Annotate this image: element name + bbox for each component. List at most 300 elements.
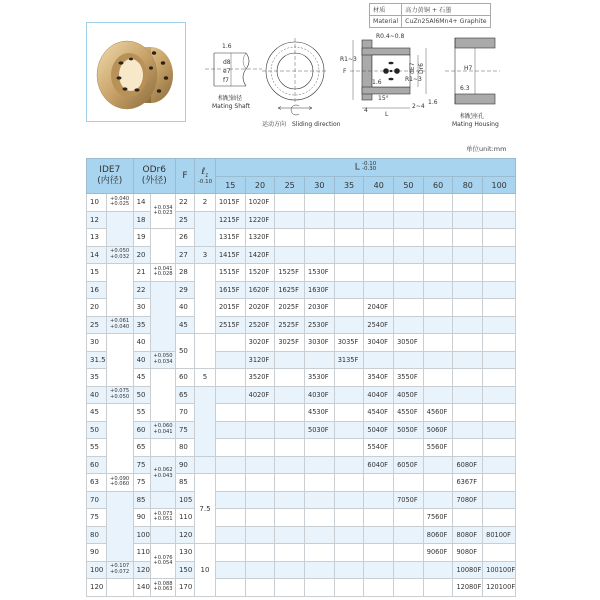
od-tolerance-cell [150, 526, 175, 544]
part-code-cell [334, 474, 364, 492]
sliding-ring-drawing [262, 38, 328, 115]
part-code-cell: 3030F [305, 334, 335, 352]
material-label-cn: 材质 [370, 4, 402, 16]
part-code-cell: 3020F [245, 334, 275, 352]
product-photo [86, 22, 186, 122]
part-code-cell [423, 474, 453, 492]
id-cell: 45 [87, 404, 107, 422]
part-code-cell [423, 351, 453, 369]
shaft-caption-cn: 相配轴径 [218, 95, 243, 102]
part-code-cell [394, 474, 424, 492]
part-code-cell [423, 561, 453, 579]
part-code-cell: 4020F [245, 386, 275, 404]
od-cell: 110 [133, 544, 150, 562]
part-code-cell [334, 509, 364, 527]
part-code-cell [334, 526, 364, 544]
part-code-cell [334, 439, 364, 457]
part-code-cell: 1630F [305, 281, 335, 299]
part-code-cell [364, 351, 394, 369]
od-cell: 20 [133, 246, 150, 264]
f-cell: 29 [175, 281, 194, 299]
id-tolerance-cell [106, 316, 133, 334]
header-l-col: 15 [215, 177, 245, 194]
part-code-cell [364, 544, 394, 562]
id-tolerance-cell [106, 246, 133, 264]
technical-drawing [200, 28, 500, 140]
od-cell: 45 [133, 369, 150, 387]
header-l-tol-low: -0.30 [362, 166, 377, 173]
part-code-cell [275, 386, 305, 404]
material-table [369, 3, 491, 28]
part-code-cell [305, 474, 335, 492]
part-code-cell: 3025F [275, 334, 305, 352]
part-code-cell [275, 246, 305, 264]
part-code-cell: 2015F [215, 299, 245, 317]
part-code-cell: 7050F [394, 491, 424, 509]
part-code-cell [364, 211, 394, 229]
part-code-cell: 1625F [275, 281, 305, 299]
part-code-cell [215, 579, 245, 597]
part-code-cell [305, 491, 335, 509]
f-cell: 70 [175, 404, 194, 422]
part-code-cell [453, 386, 483, 404]
material-row-en [370, 16, 491, 28]
part-code-cell [334, 404, 364, 422]
part-code-cell [394, 194, 424, 212]
f-cell: 50 [175, 334, 194, 369]
od-cell: 65 [133, 439, 150, 457]
part-code-cell: 1320F [245, 229, 275, 247]
material-row-cn [370, 4, 491, 16]
id-tolerance-cell [106, 491, 133, 561]
part-code-cell [334, 491, 364, 509]
l1-cell [194, 456, 215, 474]
part-code-cell: 1020F [245, 194, 275, 212]
header-l-col: 80 [453, 177, 483, 194]
header-l1-tol: -0.10 [197, 178, 213, 185]
id-cell: 63 [87, 474, 107, 492]
part-code-cell [453, 194, 483, 212]
part-code-cell [453, 439, 483, 457]
id-cell: 60 [87, 456, 107, 474]
part-code-cell [305, 229, 335, 247]
part-code-cell [245, 421, 275, 439]
part-code-cell [305, 579, 335, 597]
header-l-col: 25 [275, 177, 305, 194]
od-cell: 55 [133, 404, 150, 422]
part-code-cell [334, 561, 364, 579]
left-radius-label: R1~3 [340, 56, 357, 63]
shaft-fit-f7: f7 [223, 77, 229, 84]
ide7-label: dE7 [409, 62, 416, 74]
id-cell: 10 [87, 194, 107, 212]
id-tolerance-cell [106, 579, 133, 597]
outer-roughness: 1.6 [428, 99, 438, 106]
part-code-cell: 5540F [364, 439, 394, 457]
material-value-cn: 高力黄铜 + 石墨 [402, 4, 490, 16]
id-cell: 30 [87, 334, 107, 352]
part-code-cell: 80100F [483, 526, 516, 544]
header-l-col: 50 [394, 177, 424, 194]
part-code-cell [453, 211, 483, 229]
table-row [87, 439, 516, 457]
mating-housing-drawing [445, 38, 500, 104]
tolerance: +0.040 +0.025 [109, 195, 130, 208]
part-code-cell [394, 439, 424, 457]
part-code-cell: 7560F [423, 509, 453, 527]
id-cell: 16 [87, 281, 107, 299]
dr6-label: Dr6 [418, 63, 425, 74]
table-row [87, 509, 516, 527]
part-code-cell [483, 264, 516, 282]
f-cell: 27 [175, 246, 194, 264]
header-od [133, 159, 175, 194]
part-code-cell [334, 194, 364, 212]
id-tolerance-cell [106, 264, 133, 317]
part-code-cell: 5030F [305, 421, 335, 439]
id-tolerance-cell [106, 211, 133, 246]
part-code-cell [215, 491, 245, 509]
id-tolerance-cell [106, 474, 133, 492]
tolerance: +0.060 +0.041 [153, 423, 173, 435]
part-code-cell [245, 404, 275, 422]
header-l-col: 60 [423, 177, 453, 194]
part-code-cell [334, 246, 364, 264]
inner-roughness: 1.6 [372, 79, 382, 86]
part-code-cell: 2520F [245, 316, 275, 334]
id-cell: 70 [87, 491, 107, 509]
od-cell: 75 [133, 456, 150, 474]
f-cell: 90 [175, 456, 194, 474]
part-code-cell [275, 421, 305, 439]
part-code-cell [275, 526, 305, 544]
id-cell: 31.5 [87, 351, 107, 369]
part-code-cell [453, 281, 483, 299]
f-cell: 60 [175, 369, 194, 387]
od-tolerance-cell [150, 351, 175, 369]
table-row [87, 351, 516, 369]
od-cell: 50 [133, 386, 150, 404]
table-row [87, 264, 516, 282]
sliding-caption-cn: 运动方向 [262, 121, 287, 128]
part-code-cell [275, 404, 305, 422]
part-code-cell: 3530F [305, 369, 335, 387]
od-cell: 30 [133, 299, 150, 317]
part-code-cell [334, 386, 364, 404]
part-code-cell [245, 509, 275, 527]
f-cell: 25 [175, 211, 194, 229]
part-code-cell [483, 194, 516, 212]
part-code-cell: 3540F [364, 369, 394, 387]
part-code-cell: 4040F [364, 386, 394, 404]
f-cell: 26 [175, 229, 194, 247]
tolerance: +0.073 +0.051 [153, 510, 173, 523]
id-cell: 100 [87, 561, 107, 579]
part-code-cell [245, 439, 275, 457]
material-label-en: Material [370, 16, 402, 28]
housing-fit: H7 [464, 65, 473, 72]
id-cell: 14 [87, 246, 107, 264]
part-code-cell [305, 544, 335, 562]
part-code-cell [275, 544, 305, 562]
part-code-cell [334, 369, 364, 387]
part-code-cell [334, 456, 364, 474]
part-code-cell [305, 509, 335, 527]
part-code-cell: 2030F [305, 299, 335, 317]
header-l [215, 159, 515, 177]
part-code-cell [453, 334, 483, 352]
part-code-cell [394, 561, 424, 579]
part-code-cell: 1315F [215, 229, 245, 247]
tolerance: +0.076 +0.054 [153, 554, 173, 566]
part-code-cell [483, 299, 516, 317]
part-code-cell: 3120F [245, 351, 275, 369]
shaft-fit-e7: e7 [223, 68, 231, 75]
table-row [87, 194, 516, 212]
part-code-cell: 6040F [364, 456, 394, 474]
part-code-cell: 1525F [275, 264, 305, 282]
part-code-cell [245, 474, 275, 492]
flange-thickness: 4 [364, 107, 368, 114]
od-tolerance-cell [150, 421, 175, 439]
part-code-cell [394, 579, 424, 597]
part-code-cell: 5560F [423, 439, 453, 457]
od-cell: 85 [133, 491, 150, 509]
part-code-cell: 6367F [453, 474, 483, 492]
od-tolerance-cell [150, 509, 175, 527]
part-code-cell [394, 526, 424, 544]
od-cell: 60 [133, 421, 150, 439]
od-cell: 40 [133, 334, 150, 352]
part-code-cell [453, 351, 483, 369]
part-code-cell [394, 316, 424, 334]
part-code-cell [453, 264, 483, 282]
header-id-sub: (内径) [97, 176, 123, 186]
id-cell: 120 [87, 579, 107, 597]
part-code-cell [215, 474, 245, 492]
part-code-cell [453, 246, 483, 264]
header-od-main: ODr6 [142, 165, 166, 175]
part-code-cell: 2040F [364, 299, 394, 317]
part-code-cell [483, 229, 516, 247]
od-tolerance-cell [150, 229, 175, 264]
part-code-cell: 8060F [423, 526, 453, 544]
part-code-cell [483, 404, 516, 422]
table-row [87, 229, 516, 247]
chamfer-angle: 15° [378, 95, 389, 102]
part-code-cell [334, 211, 364, 229]
part-code-cell: 4530F [305, 404, 335, 422]
od-tolerance-cell [150, 194, 175, 229]
l1-cell [194, 211, 215, 246]
part-code-cell: 6050F [394, 456, 424, 474]
od-tolerance-cell [150, 281, 175, 351]
part-code-cell: 3520F [245, 369, 275, 387]
part-code-cell: 2025F [275, 299, 305, 317]
header-l-label: L [354, 162, 360, 173]
spec-table [86, 158, 516, 597]
od-cell: 35 [133, 316, 150, 334]
part-code-cell [423, 211, 453, 229]
part-code-cell [453, 369, 483, 387]
part-code-cell [275, 439, 305, 457]
part-code-cell [364, 246, 394, 264]
part-code-cell [423, 264, 453, 282]
header-id [87, 159, 134, 194]
part-code-cell [483, 316, 516, 334]
part-code-cell [215, 334, 245, 352]
part-code-cell [423, 579, 453, 597]
part-code-cell [245, 456, 275, 474]
f-cell: 150 [175, 561, 194, 579]
f-dimension-label: F [343, 68, 347, 75]
tolerance: +0.041 +0.028 [153, 265, 173, 278]
l1-cell: 5 [194, 369, 215, 387]
part-code-cell [275, 491, 305, 509]
housing-roughness: 6.3 [460, 85, 470, 92]
table-row [87, 491, 516, 509]
tolerance: +0.061 +0.040 [109, 318, 130, 330]
id-tolerance-cell [106, 194, 133, 212]
l1-cell [194, 386, 215, 456]
part-code-cell [364, 281, 394, 299]
part-code-cell [394, 299, 424, 317]
part-code-cell: 5060F [423, 421, 453, 439]
housing-caption-en: Mating Housing [452, 121, 499, 128]
id-tolerance-cell [106, 334, 133, 387]
part-code-cell [364, 474, 394, 492]
part-code-cell: 1530F [305, 264, 335, 282]
l1-cell [194, 334, 215, 369]
id-cell: 13 [87, 229, 107, 247]
tolerance: +0.050 +0.034 [153, 353, 173, 365]
housing-caption-cn: 相配座孔 [460, 113, 485, 120]
part-code-cell: 4540F [364, 404, 394, 422]
part-code-cell [245, 491, 275, 509]
part-code-cell: 8080F [453, 526, 483, 544]
part-code-cell [394, 229, 424, 247]
header-l-col: 30 [305, 177, 335, 194]
part-code-cell [275, 509, 305, 527]
flange-radius-label: R0.4~0.8 [376, 33, 405, 40]
part-code-cell [215, 456, 245, 474]
part-code-cell [423, 316, 453, 334]
header-l-col: 20 [245, 177, 275, 194]
part-code-cell [483, 474, 516, 492]
id-cell: 25 [87, 316, 107, 334]
part-code-cell [305, 246, 335, 264]
l-dimension-label: L [385, 111, 389, 118]
header-l-col: 100 [483, 177, 516, 194]
part-code-cell: 1520F [245, 264, 275, 282]
part-code-cell [364, 509, 394, 527]
header-l1-label: ℓ [201, 167, 206, 178]
table-row [87, 369, 516, 387]
part-code-cell: 100100F [483, 561, 516, 579]
part-code-cell: 1215F [215, 211, 245, 229]
table-row [87, 579, 516, 597]
l1-cell: 10 [194, 544, 215, 597]
sliding-caption-en: Sliding direction [292, 121, 341, 128]
shaft-caption-en: Mating Shaft [212, 103, 251, 110]
od-tolerance-cell [150, 439, 175, 457]
f-cell: 80 [175, 439, 194, 457]
part-code-cell [423, 246, 453, 264]
part-code-cell: 3050F [394, 334, 424, 352]
l1-cell: 7.5 [194, 474, 215, 544]
part-code-cell [334, 316, 364, 334]
chamfer-length: 2~4 [412, 103, 425, 110]
id-cell: 75 [87, 509, 107, 527]
part-code-cell [423, 334, 453, 352]
table-row [87, 544, 516, 562]
part-code-cell [215, 386, 245, 404]
part-code-cell [364, 526, 394, 544]
right-radius-label: R1~3 [405, 76, 422, 83]
part-code-cell [453, 509, 483, 527]
tolerance: +0.107 +0.072 [109, 563, 130, 575]
part-code-cell [483, 369, 516, 387]
part-code-cell [334, 281, 364, 299]
header-f-label: F [182, 170, 188, 181]
mating-shaft-drawing [205, 53, 262, 86]
part-code-cell [275, 456, 305, 474]
part-code-cell [215, 526, 245, 544]
od-cell: 75 [133, 474, 150, 492]
part-code-cell [423, 456, 453, 474]
part-code-cell: 5040F [364, 421, 394, 439]
part-code-cell [423, 281, 453, 299]
part-code-cell [275, 579, 305, 597]
part-code-cell: 3550F [394, 369, 424, 387]
id-tolerance-cell [106, 404, 133, 474]
od-tolerance-cell [150, 491, 175, 509]
part-code-cell [215, 351, 245, 369]
header-l-col: 40 [364, 177, 394, 194]
table-row [87, 526, 516, 544]
part-code-cell [305, 211, 335, 229]
part-code-cell: 4050F [394, 386, 424, 404]
tolerance: +0.050 +0.032 [109, 248, 130, 260]
table-row [87, 456, 516, 474]
f-cell: 22 [175, 194, 194, 212]
unit-label: 单位unit:mm [466, 145, 507, 153]
part-code-cell: 2530F [305, 316, 335, 334]
part-code-cell [423, 194, 453, 212]
part-code-cell [423, 229, 453, 247]
id-tolerance-cell [106, 386, 133, 404]
tolerance: +0.062 +0.043 [153, 467, 173, 479]
part-code-cell [275, 561, 305, 579]
part-code-cell: 5050F [394, 421, 424, 439]
l1-cell: 3 [194, 246, 215, 264]
part-code-cell: 1415F [215, 246, 245, 264]
part-code-cell [423, 299, 453, 317]
part-code-cell: 2515F [215, 316, 245, 334]
part-code-cell [394, 211, 424, 229]
id-cell: 12 [87, 211, 107, 229]
od-cell: 19 [133, 229, 150, 247]
part-code-cell [453, 404, 483, 422]
part-code-cell [423, 386, 453, 404]
part-code-cell: 1420F [245, 246, 275, 264]
part-code-cell [275, 351, 305, 369]
f-cell: 110 [175, 509, 194, 527]
od-cell: 14 [133, 194, 150, 212]
part-code-cell: 10080F [453, 561, 483, 579]
tolerance: +0.088 +0.063 [153, 580, 173, 593]
part-code-cell [453, 229, 483, 247]
